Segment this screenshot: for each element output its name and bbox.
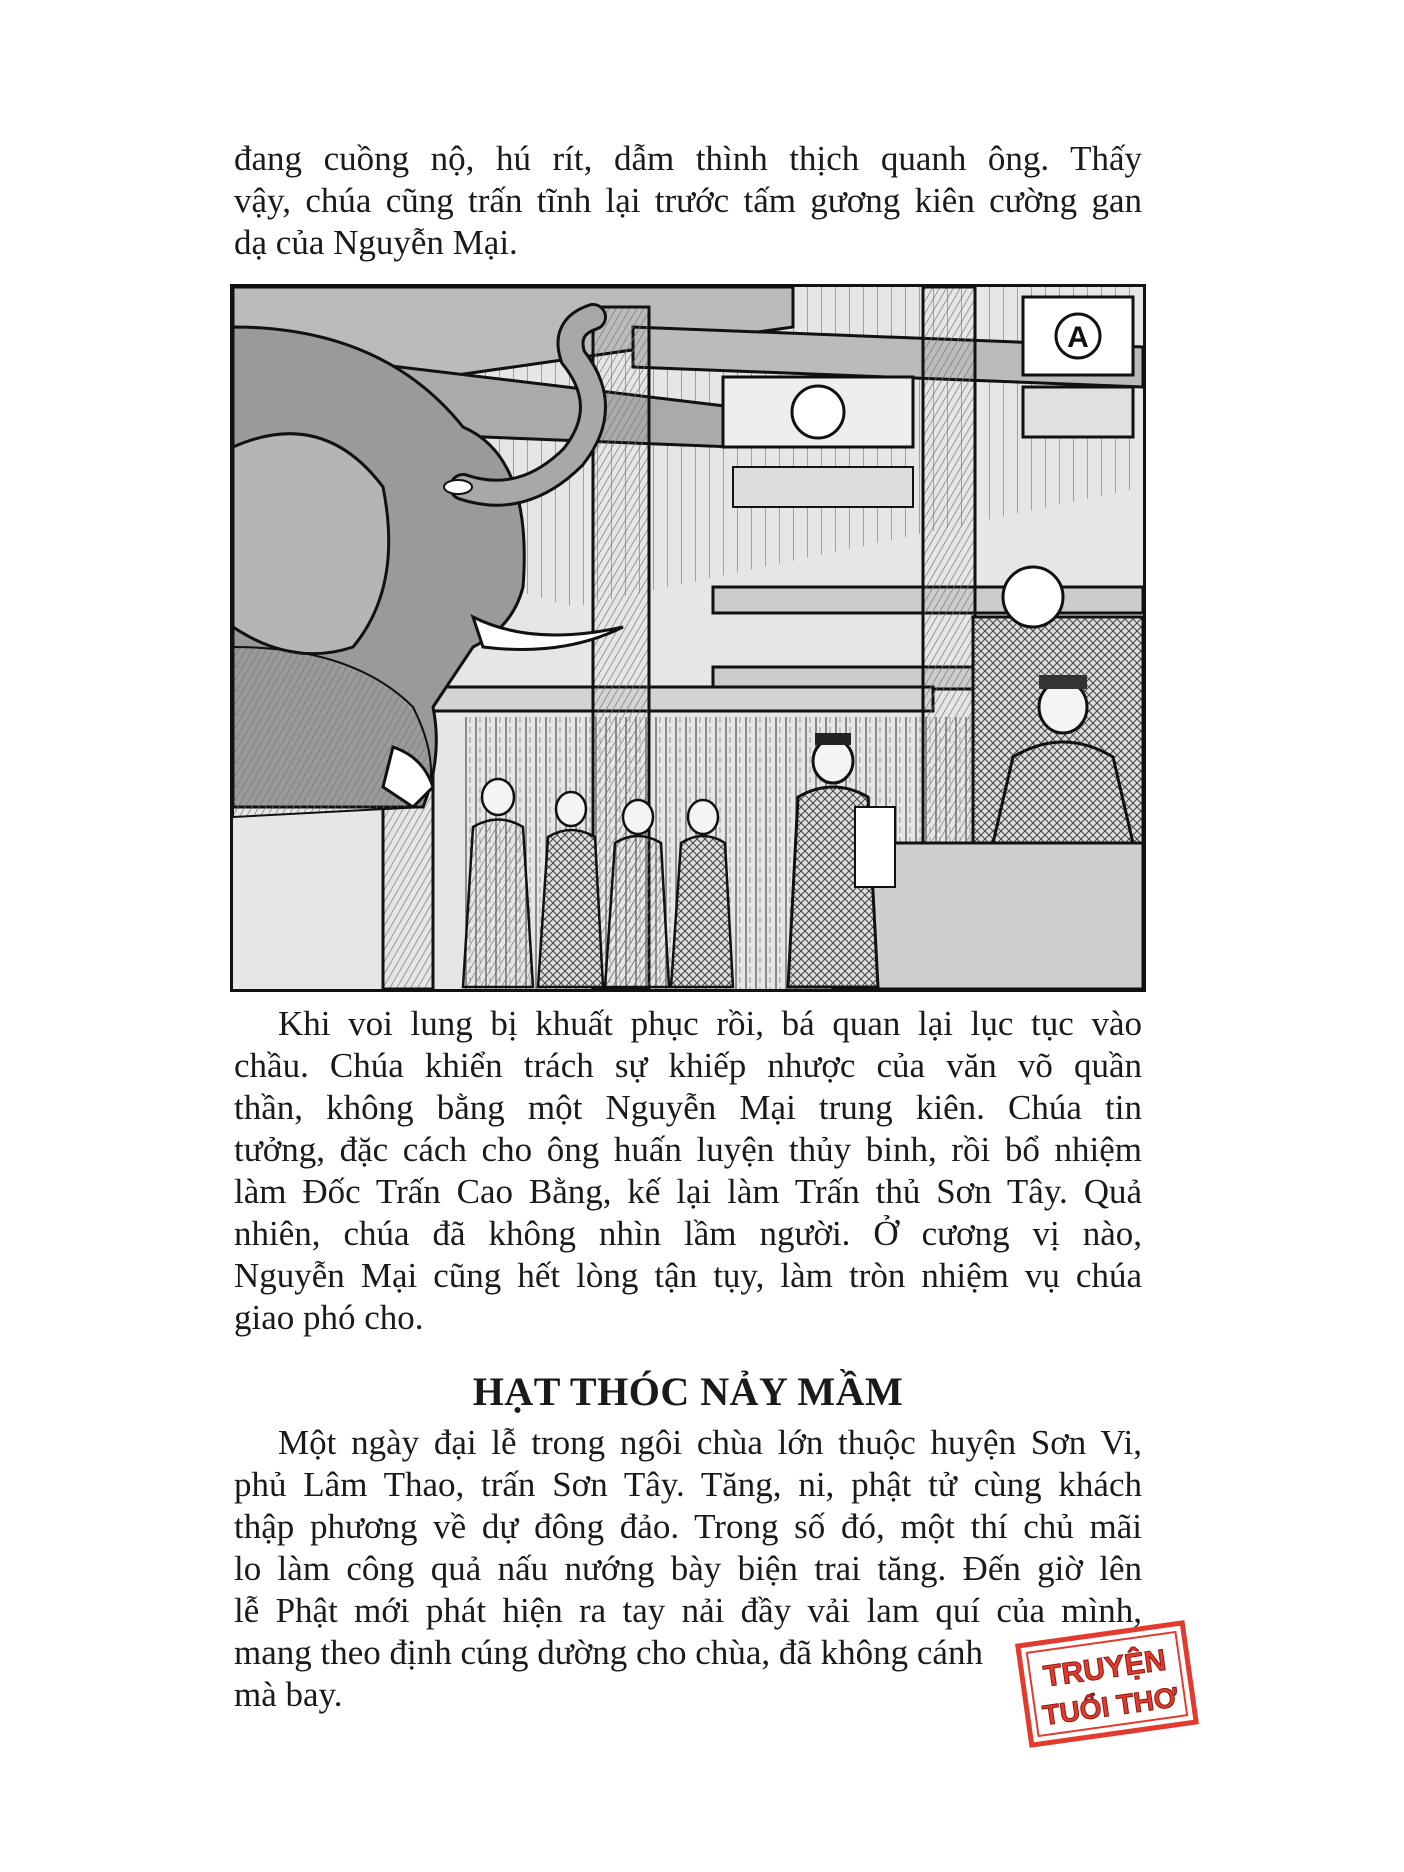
text-line: làm Đốc Trấn Cao Bằng, kế lại làm Trấn thủ Sơn Tây. Quả	[234, 1172, 1142, 1211]
paragraph-story	[234, 1422, 1142, 1716]
text-line: giao phó cho.	[234, 1298, 424, 1337]
text-line: lễ Phật mới phát hiện ra tay nải đầy vải lam quí của mình,	[234, 1591, 1142, 1630]
text-line: đang cuồng nộ, hú rít, dẫm thình thịch quanh ông. Thấy	[234, 139, 1142, 178]
text-line: nhiên, chúa đã không nhìn lầm người. Ở cương vị nào,	[234, 1214, 1142, 1253]
section-heading: HẠT THÓC NẢY MẦM	[472, 1369, 904, 1414]
illustration-elephant-court	[230, 284, 1146, 992]
text-line: mang theo định cúng dường cho chùa, đã không cánh	[234, 1633, 983, 1672]
panel-label: A	[1067, 321, 1089, 354]
text-line: tưởng, đặc cách cho ông huấn luyện thủy binh, rồi bổ nhiệm	[234, 1130, 1142, 1169]
text-line: mà bay.	[234, 1675, 343, 1714]
text-line: chầu. Chúa khiển trách sự khiếp nhược của văn võ quần	[234, 1046, 1142, 1085]
publisher-watermark-logo	[1011, 1616, 1203, 1752]
watermark-line-1: TRUYỆN	[1041, 1643, 1169, 1694]
text-line: dạ của Nguyễn Mại.	[234, 223, 518, 262]
text-line: lo làm công quả nấu nướng bày biện trai tăng. Đến giờ lên	[234, 1549, 1142, 1588]
watermark-line-2: TUỔI THƠ	[1040, 1681, 1180, 1732]
text-line: thập phương về dự đông đảo. Trong số đó, một thí chủ mãi	[234, 1507, 1142, 1546]
text-line: Một ngày đại lễ trong ngôi chùa lớn thuộc huyện Sơn Vi,	[278, 1423, 1142, 1462]
text-line: Khi voi lung bị khuất phục rồi, bá quan lại lục tục vào	[278, 1004, 1142, 1043]
pillar	[923, 287, 975, 847]
text-line: vậy, chúa cũng trấn tĩnh lại trước tấm gương kiên cường gan	[234, 181, 1142, 220]
text-line: Nguyễn Mại cũng hết lòng tận tụy, làm tròn nhiệm vụ chúa	[234, 1256, 1142, 1295]
illustration-drawing	[233, 287, 1143, 989]
text-line: thần, không bằng một Nguyễn Mại trung kiên. Chúa tin	[234, 1088, 1142, 1127]
paragraph-main	[234, 1003, 1142, 1339]
paragraph-intro	[234, 138, 1142, 264]
text-line: phủ Lâm Thao, trấn Sơn Tây. Tăng, ni, phật tử cùng khách	[234, 1465, 1142, 1504]
